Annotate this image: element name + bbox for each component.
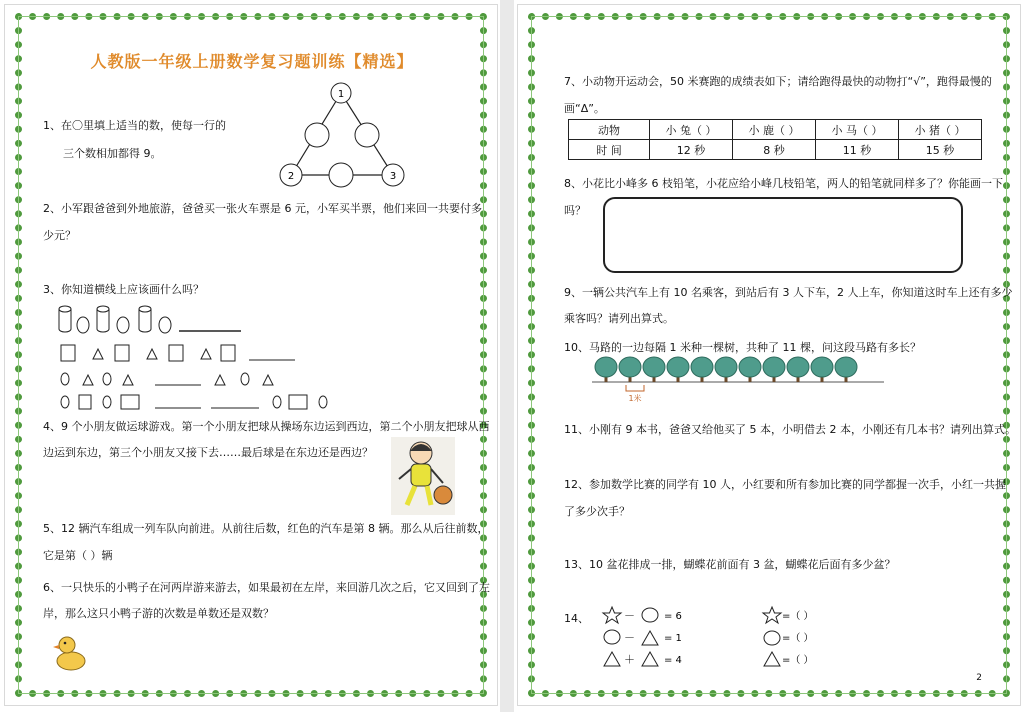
eq-result-1: = 6 [664, 611, 682, 622]
duck-icon [53, 631, 89, 673]
tree-icon [811, 357, 833, 382]
race-results-table [568, 119, 982, 160]
tree-row-diagram [592, 355, 892, 405]
question-10-text: 10、马路的一边每隔 1 米种一棵树，共种了 11 棵，问这段马路有多长？ [564, 341, 921, 354]
eq-result-3: = 4 [664, 655, 682, 666]
question-7-line2: 画“Δ”。 [564, 102, 605, 115]
question-6-line1: 6、一只快乐的小鸭子在河两岸游来游去，如果最初在左岸，来回游几次之后，它又回到了左 [43, 581, 490, 594]
table-cell: 11 秒 [816, 140, 899, 160]
table-cell: 时 间 [569, 140, 650, 160]
page-gutter [500, 0, 514, 712]
tree-icon [739, 357, 761, 382]
answer-blank-star: =（ ） [782, 611, 814, 622]
scale-label: 1米 [628, 394, 642, 403]
node-label-3: 3 [389, 171, 397, 182]
question-9-line1: 9、一辆公共汽车上有 10 名乘客，到站后有 3 人下车，2 人上车，你知道这时车上还有多少 [564, 286, 1013, 299]
tree-icon [595, 357, 617, 382]
question-1-line1: 1、在〇里填上适当的数，使每一行的 [43, 119, 226, 132]
question-9-line2: 乘客吗？请列出算式。 [564, 312, 674, 325]
eq-result-2: = 1 [664, 633, 682, 644]
table-cell: 小 马（ ） [816, 120, 899, 140]
table-cell: 小 猪（ ） [899, 120, 982, 140]
tree-icon [691, 357, 713, 382]
question-8-line2: 吗？ [564, 204, 586, 217]
table-header-row [569, 120, 982, 140]
question-12-line2: 了多少次手？ [564, 505, 630, 518]
node-label-1: 1 [337, 89, 345, 100]
triangle-node-left-mid [305, 123, 329, 147]
table-cell: 小 鹿（ ） [733, 120, 816, 140]
tree-icon [835, 357, 857, 382]
page-number: 2 [976, 673, 982, 683]
question-4-line1: 4、9 个小朋友做运球游戏。第一个小朋友把球从操场东边运到西边，第二个小朋友把球从西 [43, 420, 490, 433]
child-with-ball-illustration [391, 437, 455, 515]
shape-equations [602, 605, 982, 675]
tree-icon [763, 357, 785, 382]
number-triangle-diagram [275, 83, 415, 193]
triangle-node-right-mid [355, 123, 379, 147]
question-5-line1: 5、12 辆汽车组成一列车队向前进。从前往后数，红色的汽车是第 8 辆。那么从后往前数， [43, 522, 489, 535]
op-3: ＋ [624, 653, 635, 666]
table-row [569, 140, 982, 160]
question-1-line2: 三个数相加都得 9。 [63, 147, 162, 160]
op-2: － [624, 631, 635, 644]
tree-icon [787, 357, 809, 382]
drawing-answer-box[interactable] [603, 197, 963, 273]
question-8-line1: 8、小花比小峰多 6 枝铅笔，小花应给小峰几枝铅笔，两人的铅笔就同样多了？你能画一下 [564, 177, 1003, 190]
answer-blank-circle: =（ ） [782, 633, 814, 644]
table-cell: 小 兔（ ） [650, 120, 733, 140]
shape-pattern-diagram [55, 301, 315, 413]
question-4-line2: 边运到东边，第三个小朋友又接下去……最后球是在东边还是西边？ [43, 446, 373, 459]
table-cell: 12 秒 [650, 140, 733, 160]
question-14-label: 14、 [564, 612, 589, 625]
op-1: － [624, 609, 635, 622]
tree-icon [643, 357, 665, 382]
tree-icon [619, 357, 641, 382]
table-cell: 动物 [569, 120, 650, 140]
triangle-node-bottom-mid [329, 163, 353, 187]
question-13-text: 13、10 盆花排成一排，蝴蝶花前面有 3 盆，蝴蝶花后面有多少盆？ [564, 558, 896, 571]
question-2-line2: 少元？ [43, 229, 76, 242]
question-3-text: 3、你知道横线上应该画什么吗？ [43, 283, 204, 296]
worksheet-title: 人教版一年级上册数学复习题训练【精选】 [90, 52, 414, 71]
question-5-line2: 它是第（ ）辆 [43, 549, 113, 562]
table-cell: 15 秒 [899, 140, 982, 160]
question-7-line1: 7、小动物开运动会，50 米赛跑的成绩表如下；请给跑得最快的动物打“√”，跑得最慢的 [564, 75, 992, 88]
question-6-line2: 岸，那么这只小鸭子游的次数是单数还是双数？ [43, 607, 274, 620]
question-2-line1: 2、小军跟爸爸到外地旅游，爸爸买一张火车票是 6 元，小军买半票，他们来回一共要付多 [43, 202, 482, 215]
tree-icon [667, 357, 689, 382]
right-page [517, 4, 1021, 706]
question-12-line1: 12、参加数学比赛的同学有 10 人，小红要和所有参加比赛的同学都握一次手，小红一共握 [564, 478, 1006, 491]
tree-icon [715, 357, 737, 382]
left-page [4, 4, 498, 706]
question-11-text: 11、小刚有 9 本书，爸爸又给他买了 5 本，小明借去 2 本，小刚还有几本书？请列出算式。 [564, 423, 1016, 436]
node-label-2: 2 [287, 171, 295, 182]
table-cell: 8 秒 [733, 140, 816, 160]
answer-blank-triangle: =（ ） [782, 655, 814, 666]
